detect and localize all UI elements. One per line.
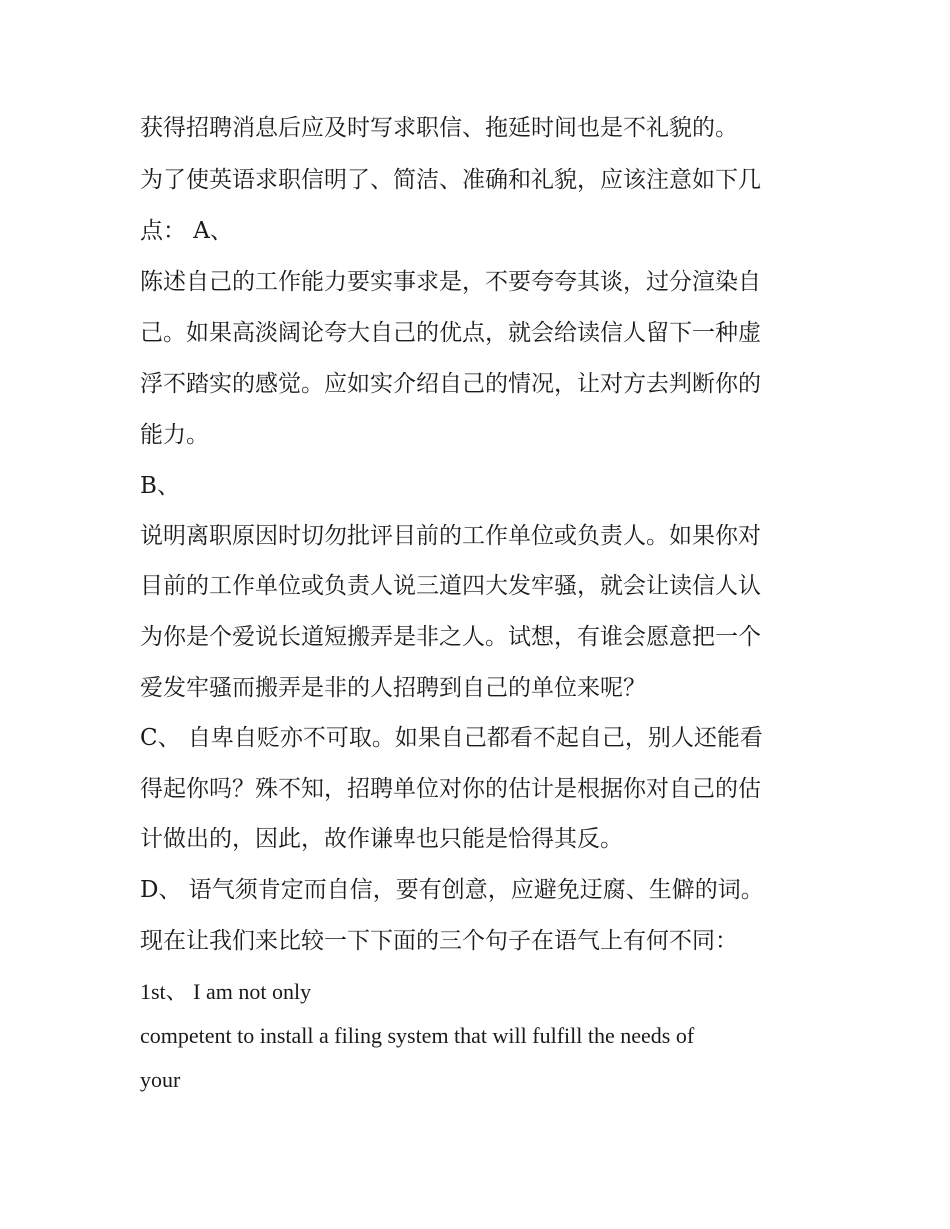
text-line-20: your <box>140 1067 181 1092</box>
text-line-1: 获得招聘消息后应及时写求职信、拖延时间也是不礼貌的。 <box>140 115 738 141</box>
text-line-3: 点： A、 <box>140 218 233 244</box>
text-line-2: 为了使英语求职信明了、简洁、准确和礼貌，应该注意如下几 <box>140 167 761 193</box>
text-line-14: 得起你吗？殊不知，招聘单位对你的估计是根据你对自己的估 <box>140 776 761 802</box>
text-line-13: C、 自卑自贬亦不可取。如果自己都看不起自己，别人还能看 <box>140 725 763 751</box>
text-line-9: 说明离职原因时切勿批评目前的工作单位或负责人。如果你对 <box>140 523 761 549</box>
text-line-8: B、 <box>140 473 180 499</box>
text-line-11: 为你是个爱说长道短搬弄是非之人。试想，有谁会愿意把一个 <box>140 624 761 650</box>
text-line-17: 现在让我们来比较一下下面的三个句子在语气上有何不同： <box>140 928 738 954</box>
text-line-19: competent to install a filing system that will fulfill the needs of <box>140 1023 695 1048</box>
text-line-18: 1st、 I am not only <box>140 979 312 1004</box>
text-line-15: 计做出的，因此，故作谦卑也只能是恰得其反。 <box>140 826 623 852</box>
text-line-6: 浮不踏实的感觉。应如实介绍自己的情况，让对方去判断你的 <box>140 371 761 397</box>
text-line-5: 己。如果高淡阔论夸大自己的优点，就会给读信人留下一种虚 <box>140 320 761 346</box>
text-line-12: 爱发牢骚而搬弄是非的人招聘到自己的单位来呢？ <box>140 675 646 701</box>
text-line-7: 能力。 <box>140 422 209 448</box>
text-line-4: 陈述自己的工作能力要实事求是，不要夸夸其谈，过分渲染自 <box>140 269 761 295</box>
text-line-10: 目前的工作单位或负责人说三道四大发牢骚，就会让读信人认 <box>140 573 761 599</box>
text-line-16: D、 语气须肯定而自信，要有创意，应避免迂腐、生僻的词。 <box>140 877 764 903</box>
